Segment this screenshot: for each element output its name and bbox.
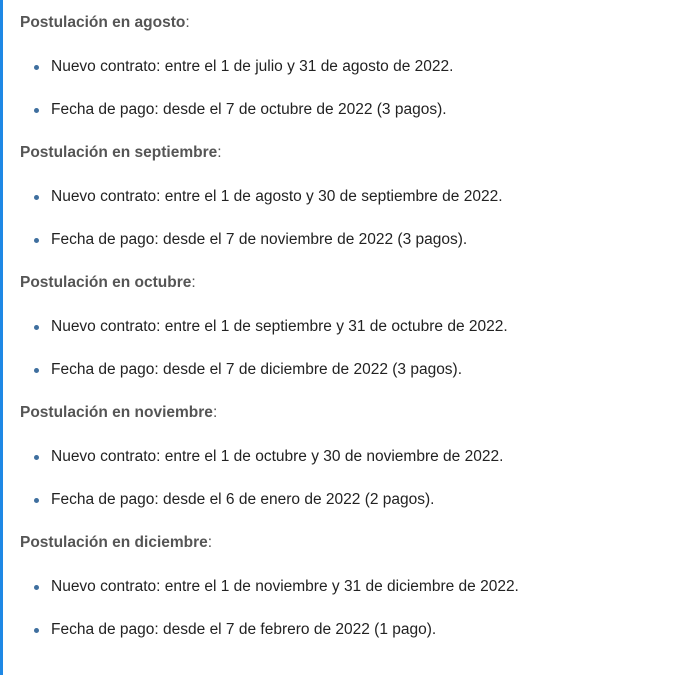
section-octubre (20, 272, 673, 402)
heading-colon: : (212, 404, 218, 421)
list-item (20, 56, 673, 78)
list-item (20, 489, 673, 511)
bullet-list (20, 446, 673, 511)
bullet-icon (34, 368, 39, 373)
bullet-list (20, 576, 673, 641)
section-heading (20, 12, 673, 34)
bullet-list (20, 56, 673, 121)
list-item (20, 186, 673, 208)
section-heading (20, 532, 673, 554)
section-heading (20, 272, 673, 294)
heading-colon: : (185, 14, 190, 31)
bullet-list (20, 316, 673, 381)
list-item-text: Nuevo contrato: entre el 1 de noviembre y 31 de diciembre de 2022. (51, 578, 519, 595)
list-item-text: Fecha de pago: desde el 7 de febrero de 2022 (1 pago). (51, 621, 437, 638)
list-item-text: Fecha de pago: desde el 7 de octubre de 2022 (3 pagos). (51, 101, 447, 118)
bullet-icon (34, 585, 39, 590)
section-heading-label: Postulación en noviembre (20, 404, 213, 421)
heading-colon: : (207, 534, 213, 551)
list-item-text: Fecha de pago: desde el 7 de noviembre de 2022 (3 pagos). (51, 231, 468, 248)
section-heading (20, 142, 673, 164)
list-item-text: Nuevo contrato: entre el 1 de agosto y 30 de septiembre de 2022. (51, 188, 503, 205)
list-item (20, 316, 673, 338)
left-accent-border (0, 0, 3, 675)
section-heading-label: Postulación en octubre (20, 274, 192, 291)
heading-colon: : (217, 144, 222, 161)
bullet-icon (34, 498, 39, 503)
bullet-icon (34, 108, 39, 113)
list-item (20, 229, 673, 251)
bullet-icon (34, 455, 39, 460)
list-item-text: Fecha de pago: desde el 6 de enero de 2022 (2 pagos). (51, 491, 435, 508)
bullet-icon (34, 65, 39, 70)
section-heading (20, 402, 673, 424)
bullet-icon (34, 195, 39, 200)
list-item-text: Nuevo contrato: entre el 1 de septiembre y 31 de octubre de 2022. (51, 318, 508, 335)
list-item (20, 99, 673, 121)
section-heading-label: Postulación en agosto (20, 14, 186, 31)
bullet-icon (34, 238, 39, 243)
section-heading-label: Postulación en septiembre (20, 144, 218, 161)
bullet-list (20, 186, 673, 251)
section-septiembre (20, 142, 673, 272)
heading-colon: : (191, 274, 196, 291)
list-item (20, 576, 673, 598)
section-noviembre (20, 402, 673, 532)
list-item-text: Nuevo contrato: entre el 1 de julio y 31 de agosto de 2022. (51, 58, 454, 75)
section-agosto (20, 12, 673, 142)
bullet-icon (34, 325, 39, 330)
list-item-text: Fecha de pago: desde el 7 de diciembre de 2022 (3 pagos). (51, 361, 463, 378)
list-item (20, 446, 673, 468)
article-content (20, 12, 673, 662)
section-diciembre (20, 532, 673, 662)
section-heading-label: Postulación en diciembre (20, 534, 208, 551)
bullet-icon (34, 628, 39, 633)
list-item (20, 619, 673, 641)
list-item (20, 359, 673, 381)
list-item-text: Nuevo contrato: entre el 1 de octubre y 30 de noviembre de 2022. (51, 448, 504, 465)
